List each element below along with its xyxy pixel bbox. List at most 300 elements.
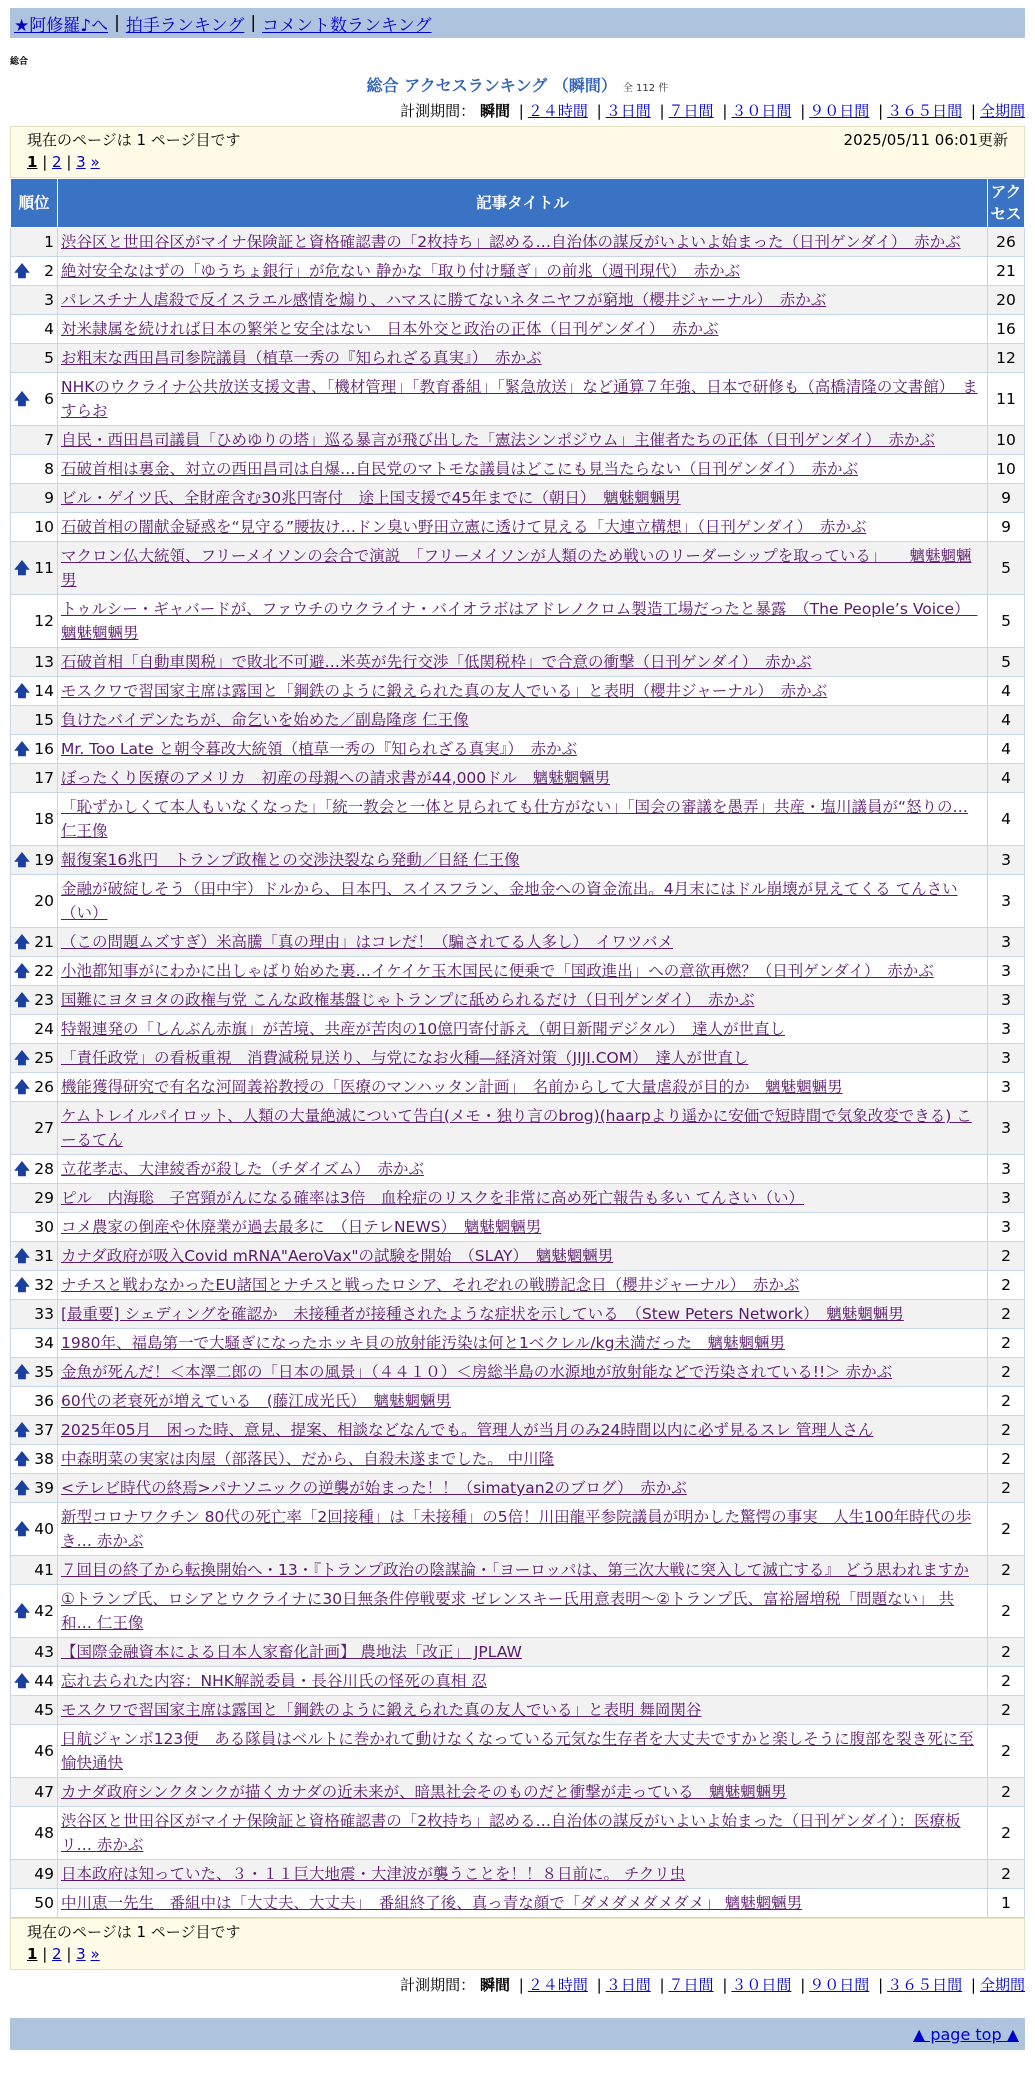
- table-row: [11, 1503, 1025, 1556]
- article-link[interactable]: 2025年05月 困った時、意見、提案、相談などなんでも。管理人が当月のみ24時間以内に必ず見るスレ 管理人さん: [61, 1421, 874, 1439]
- access-count: 9: [988, 484, 1025, 513]
- rank-number: 45: [34, 1701, 54, 1719]
- rank-number: 12: [34, 612, 54, 630]
- table-row: [11, 1889, 1025, 1918]
- table-row: [11, 595, 1025, 648]
- table-row: [11, 1696, 1025, 1725]
- article-link[interactable]: 国難にヨタヨタの政権与党 こんな政権基盤じゃトランプに舐められるだけ（日刊ゲンダイ） 赤かぶ: [61, 991, 755, 1009]
- table-row: [11, 484, 1025, 513]
- up-arrow-icon: 🡅: [14, 1479, 30, 1497]
- access-count: 5: [988, 648, 1025, 677]
- access-count: 2: [988, 1387, 1025, 1416]
- access-count: 4: [988, 735, 1025, 764]
- rank-number: 19: [34, 851, 54, 869]
- table-row: [11, 1184, 1025, 1213]
- article-link[interactable]: モスクワで習国家主席は露国と「鋼鉄のように鍛えられた真の友人でいる」と表明 舞岡関谷: [61, 1701, 702, 1719]
- table-row: [11, 1778, 1025, 1807]
- rank-cell: [11, 315, 58, 344]
- up-arrow-icon: 🡅: [14, 1421, 30, 1439]
- article-link[interactable]: カナダ政府シンクタンクが描くカナダの近未来が、暗黒社会そのものだと衝撃が走っている 魑魅魍魎男: [61, 1783, 787, 1801]
- page-3-link[interactable]: 3: [76, 1945, 86, 1963]
- title-cell: [58, 793, 988, 846]
- article-link[interactable]: [最重要] シェディングを確認か 未接種者が接種されたような症状を示している （Stew Peters Network） 魑魅魍魎男: [61, 1305, 904, 1323]
- article-link[interactable]: マクロン仏大統領、フリーメイソンの会合で演説 「フリーメイソンが人類のため戦いのリーダーシップを取っている」 魑魅魍魎男: [61, 547, 972, 589]
- period-label: 計測期間：: [400, 1976, 476, 1994]
- table-row: [11, 1416, 1025, 1445]
- access-count: 2: [988, 1474, 1025, 1503]
- access-count: 3: [988, 928, 1025, 957]
- title-cell: [58, 957, 988, 986]
- up-arrow-icon: 🡅: [14, 1450, 30, 1468]
- page-top-link[interactable]: ▲ page top ▲: [912, 2024, 1019, 2044]
- rank-number: 3: [44, 291, 54, 309]
- access-count: 2: [988, 1860, 1025, 1889]
- rank-cell: [11, 1242, 58, 1271]
- article-link[interactable]: ぼったくり医療のアメリカ 初産の母親への請求書が44,000ドル 魑魅魍魎男: [61, 769, 611, 787]
- up-arrow-icon: 🡅: [14, 1049, 30, 1067]
- up-arrow-icon: 🡅: [14, 1078, 30, 1096]
- rank-cell: [11, 875, 58, 928]
- table-row: [11, 1474, 1025, 1503]
- period-365d[interactable]: ３６５日間: [887, 102, 963, 120]
- title-cell: [58, 764, 988, 793]
- access-count: 3: [988, 846, 1025, 875]
- rank-cell: [11, 928, 58, 957]
- article-link[interactable]: カナダ政府が吸入Covid mRNA"AeroVax"の試験を開始 （SLAY） 魑魅魍魎男: [61, 1247, 614, 1265]
- rank-number: 50: [34, 1894, 54, 1912]
- rank-cell: [11, 764, 58, 793]
- article-link[interactable]: 金融が破綻しそう（田中宇）ドルから、日本円、スイスフラン、金地金への資金流出。4月末にはドル崩壊が見えてくる てんさい（い）: [61, 880, 958, 922]
- rank-cell: [11, 1860, 58, 1889]
- rank-cell: [11, 257, 58, 286]
- article-link[interactable]: 忘れ去られた内容：NHK解説委員・長谷川氏の怪死の真相 忍: [61, 1672, 487, 1690]
- up-arrow-icon: 🡅: [14, 1247, 30, 1265]
- rank-cell: [11, 426, 58, 455]
- table-row: [11, 1725, 1025, 1778]
- access-count: 12: [988, 344, 1025, 373]
- up-arrow-icon: 🡅: [14, 1160, 30, 1178]
- title-cell: [58, 1155, 988, 1184]
- footer-bar: [10, 2018, 1025, 2050]
- access-count: 4: [988, 764, 1025, 793]
- period-90d[interactable]: ９０日間: [809, 1976, 870, 1994]
- table-row: [11, 1556, 1025, 1585]
- access-count: 3: [988, 1155, 1025, 1184]
- rank-cell: [11, 1667, 58, 1696]
- title-cell: [58, 1387, 988, 1416]
- table-row: [11, 228, 1025, 257]
- title-cell: [58, 1073, 988, 1102]
- rank-cell: [11, 1696, 58, 1725]
- rank-cell: [11, 1102, 58, 1155]
- up-arrow-icon: 🡅: [14, 682, 30, 700]
- home-link[interactable]: ★阿修羅♪へ: [14, 15, 109, 36]
- table-row: [11, 706, 1025, 735]
- article-link[interactable]: お粗末な西田昌司参院議員（植草一秀の『知られざる真実』） 赤かぶ: [61, 349, 542, 367]
- title-cell: [58, 286, 988, 315]
- period-selector-bottom: 計測期間： 瞬間 | ２４時間 | ３日間 | ７日間 | ３０日間 | ９０日間 | ３６５日間 | 全期間: [400, 1976, 1025, 1994]
- title-cell: [58, 1638, 988, 1667]
- page-1-current: 1: [27, 1945, 38, 1963]
- title-cell: [58, 1889, 988, 1918]
- access-count: 2: [988, 1329, 1025, 1358]
- up-arrow-icon: 🡅: [14, 1363, 30, 1381]
- rank-cell: [11, 1638, 58, 1667]
- up-arrow-icon: 🡅: [14, 933, 30, 951]
- page-1-current: 1: [27, 153, 38, 171]
- rank-cell: [11, 1725, 58, 1778]
- period-3d[interactable]: ３日間: [605, 1976, 651, 1994]
- rank-number: 34: [34, 1334, 54, 1352]
- title-cell: [58, 595, 988, 648]
- title-cell: [58, 846, 988, 875]
- title-cell: [58, 257, 988, 286]
- article-link[interactable]: 立花孝志、大津綾香が殺した（チダイズム） 赤かぶ: [61, 1160, 425, 1178]
- title-cell: [58, 1044, 988, 1073]
- title-cell: [58, 455, 988, 484]
- table-row: [11, 1860, 1025, 1889]
- access-count: 2: [988, 1638, 1025, 1667]
- access-count: 3: [988, 1213, 1025, 1242]
- title-cell: [58, 1015, 988, 1044]
- title-cell: [58, 1778, 988, 1807]
- rank-number: 32: [34, 1276, 54, 1294]
- rank-number: 27: [34, 1119, 54, 1137]
- period-24h[interactable]: ２４時間: [527, 1976, 588, 1994]
- title-cell: [58, 1503, 988, 1556]
- rank-number: 48: [34, 1824, 54, 1842]
- article-link[interactable]: 新型コロナワクチン 80代の死亡率「2回接種」は「未接種」の5倍！川田龍平参院議員が明かした驚愕の事実 人生100年時代の歩き… 赤かぶ: [61, 1508, 972, 1550]
- ranking-table: [10, 178, 1025, 1918]
- table-row: [11, 1213, 1025, 1242]
- rank-number: 4: [44, 320, 54, 338]
- rank-cell: [11, 1416, 58, 1445]
- rank-cell: [11, 957, 58, 986]
- table-row: [11, 1807, 1025, 1860]
- article-link[interactable]: 石破首相は裏金、対立の西田昌司は自爆…自民党のマトモな議員はどこにも見当たらない（日刊ゲンダイ） 赤かぶ: [61, 460, 859, 478]
- table-row: [11, 846, 1025, 875]
- table-row: [11, 344, 1025, 373]
- title-cell: [58, 484, 988, 513]
- page-2-link[interactable]: 2: [52, 1945, 62, 1963]
- article-link[interactable]: NHKのウクライナ公共放送支援文書、「機材管理」「教育番組」「緊急放送」など通算７年強、日本で研修も（高橋清隆の文書館） ますらお: [61, 378, 978, 420]
- table-row: [11, 257, 1025, 286]
- article-link[interactable]: 対米隷属を続ければ日本の繁栄と安全はない 日本外交と政治の正体（日刊ゲンダイ） 赤かぶ: [61, 320, 719, 338]
- rank-cell: [11, 1271, 58, 1300]
- access-count: 3: [988, 875, 1025, 928]
- article-link[interactable]: 日本政府は知っていた、３・１１巨大地震・大津波が襲うことを！！８日前に。 チクリ虫: [61, 1865, 686, 1883]
- rank-cell: [11, 1474, 58, 1503]
- title-cell: [58, 648, 988, 677]
- clap-ranking-link[interactable]: 拍手ランキング: [125, 15, 245, 36]
- rank-cell: [11, 1329, 58, 1358]
- access-count: 2: [988, 1503, 1025, 1556]
- article-link[interactable]: 日航ジャンボ123便 ある隊員はベルトに巻かれて動けなくなっている元気な生存者を大丈夫ですかと楽しそうに腹部を裂き死に至 愉快通快: [61, 1730, 974, 1772]
- rank-cell: [11, 1184, 58, 1213]
- up-arrow-icon: 🡅: [14, 851, 30, 869]
- article-link[interactable]: 「責任政党」の看板重視 消費減税見送り、与党になお火種―経済対策（JIJI.COM） 達人が世直し: [61, 1049, 749, 1067]
- article-link[interactable]: 石破首相「自動車関税」で敗北不可避…米英が先行交渉「低関税枠」で合意の衝撃（日刊ゲンダイ） 赤かぶ: [61, 653, 812, 671]
- period-24h[interactable]: ２４時間: [527, 102, 588, 120]
- access-count: 11: [988, 373, 1025, 426]
- period-all[interactable]: 全期間: [979, 1976, 1025, 1994]
- access-count: 2: [988, 1445, 1025, 1474]
- title-cell: [58, 1416, 988, 1445]
- period-3d[interactable]: ３日間: [605, 102, 651, 120]
- article-link[interactable]: モスクワで習国家主席は露国と「鋼鉄のように鍛えられた真の友人でいる」と表明（櫻井ジャーナル） 赤かぶ: [61, 682, 828, 700]
- period-all[interactable]: 全期間: [979, 102, 1025, 120]
- rank-cell: [11, 1213, 58, 1242]
- rank-cell: [11, 1807, 58, 1860]
- access-count: 3: [988, 1102, 1025, 1155]
- title-cell: [58, 1242, 988, 1271]
- article-link[interactable]: パレスチナ人虐殺で反イスラエル感情を煽り、ハマスに勝てないネタニヤフが窮地（櫻井ジャーナル） 赤かぶ: [61, 291, 827, 309]
- access-count: 3: [988, 986, 1025, 1015]
- title-cell: [58, 513, 988, 542]
- next-page-link[interactable]: »: [90, 153, 100, 171]
- access-count: 3: [988, 1184, 1025, 1213]
- table-row: [11, 764, 1025, 793]
- period-30d[interactable]: ３０日間: [731, 102, 792, 120]
- article-link[interactable]: トゥルシー・ギャバードが、ファウチのウクライナ・バイオラボはアドレノクロム製造工場だったと暴露 （The People’s Voice） 魑魅魍魎男: [61, 600, 978, 642]
- rank-number: 37: [34, 1421, 54, 1439]
- rank-number: 44: [34, 1672, 54, 1690]
- period-90d[interactable]: ９０日間: [809, 102, 870, 120]
- article-link[interactable]: 報復案16兆円 トランプ政権との交渉決裂なら発動／日経 仁王像: [61, 851, 520, 869]
- rank-number: 23: [34, 991, 54, 1009]
- rank-number: 43: [34, 1643, 54, 1661]
- table-row: [11, 957, 1025, 986]
- table-row: [11, 1271, 1025, 1300]
- rank-number: 35: [34, 1363, 54, 1381]
- rank-number: 47: [34, 1783, 54, 1801]
- rank-cell: [11, 1503, 58, 1556]
- table-row: [11, 1585, 1025, 1638]
- rank-number: 16: [34, 740, 54, 758]
- title-cell: [58, 1300, 988, 1329]
- page-2-link[interactable]: 2: [52, 153, 62, 171]
- access-count: 2: [988, 1667, 1025, 1696]
- article-link[interactable]: 渋谷区と世田谷区がマイナ保険証と資格確認書の「2枚持ち」認める…自治体の謀反がいよいよ始まった（日刊ゲンダイ） 赤かぶ: [61, 233, 961, 251]
- title-cell: [58, 1474, 988, 1503]
- article-link[interactable]: 絶対安全なはずの「ゆうちょ銀行」が危ない 静かな「取り付け騒ぎ」の前兆（週刊現代） 赤かぶ: [61, 262, 741, 280]
- title-cell: [58, 1445, 988, 1474]
- title-cell: [58, 677, 988, 706]
- page-info-bottom: [10, 1918, 1025, 1970]
- article-link[interactable]: ７回目の終了から転換開始へ・13・『トランプ政治の陰謀論・「ヨーロッパは、第三次大戦に突入して滅亡する』 どう思われますか: [61, 1561, 969, 1579]
- table-row: [11, 1015, 1025, 1044]
- article-link[interactable]: ビル・ゲイツ氏、全財産含む30兆円寄付 途上国支援で45年までに（朝日） 魑魅魍魎男: [61, 489, 681, 507]
- rank-cell: [11, 1300, 58, 1329]
- article-link[interactable]: ケムトレイルパイロット、人類の大量絶滅について告白(メモ・独り言のbrog)(haarpより遥かに安価で短時間で気象改変できる) こーるてん: [61, 1107, 972, 1149]
- rank-cell: [11, 1778, 58, 1807]
- access-count: 3: [988, 1073, 1025, 1102]
- rank-cell: [11, 648, 58, 677]
- rank-number: 25: [34, 1049, 54, 1067]
- table-row: [11, 1102, 1025, 1155]
- title-cell: [58, 1667, 988, 1696]
- up-arrow-icon: 🡅: [14, 1672, 30, 1690]
- title-cell: [58, 1329, 988, 1358]
- table-row: [11, 513, 1025, 542]
- rank-cell: [11, 1556, 58, 1585]
- title-cell: [58, 1696, 988, 1725]
- comment-ranking-link[interactable]: コメント数ランキング: [262, 15, 432, 36]
- up-arrow-icon: 🡅: [14, 262, 30, 280]
- article-link[interactable]: ナチスと戦わなかったEU諸国とナチスと戦ったロシア、それぞれの戦勝記念日（櫻井ジャーナル） 赤かぶ: [61, 1276, 800, 1294]
- access-count: 4: [988, 706, 1025, 735]
- title-cell: [58, 1358, 988, 1387]
- access-count: 21: [988, 257, 1025, 286]
- rank-number: 49: [34, 1865, 54, 1883]
- access-count: 2: [988, 1725, 1025, 1778]
- access-count: 5: [988, 542, 1025, 595]
- rank-number: 21: [34, 933, 54, 951]
- rank-cell: [11, 1445, 58, 1474]
- access-count: 2: [988, 1778, 1025, 1807]
- title-cell: [58, 344, 988, 373]
- article-link[interactable]: 石破首相の闇献金疑惑を“見守る”腰抜け…ドン臭い野田立憲に透けて見える「大連立構想」（日刊ゲンダイ） 赤かぶ: [61, 518, 867, 536]
- table-row: [11, 1329, 1025, 1358]
- rank-number: 20: [34, 892, 54, 910]
- up-arrow-icon: 🡅: [14, 991, 30, 1009]
- period-30d[interactable]: ３０日間: [731, 1976, 792, 1994]
- access-count: 3: [988, 957, 1025, 986]
- top-nav-bar: [10, 8, 1025, 38]
- article-link[interactable]: 自民・西田昌司議員「ひめゆりの塔」巡る暴言が飛び出した「憲法シンポジウム」主催者たちの正体（日刊ゲンダイ） 赤かぶ: [61, 431, 935, 449]
- ranking-title: 総合 アクセスランキング （瞬間）: [366, 76, 617, 95]
- access-count: 2: [988, 1556, 1025, 1585]
- article-link[interactable]: コメ農家の倒産や休廃業が過去最多に （日テレNEWS） 魑魅魍魎男: [61, 1218, 542, 1236]
- rank-number: 36: [34, 1392, 54, 1410]
- table-row: [11, 542, 1025, 595]
- rank-number: 1: [44, 233, 54, 251]
- title-cell: [58, 542, 988, 595]
- rank-number: 13: [34, 653, 54, 671]
- article-link[interactable]: <テレビ時代の終焉>パナソニックの逆襲が始まった！！（simatyan2のブログ） 赤かぶ: [61, 1479, 687, 1497]
- period-current: 瞬間: [479, 102, 510, 120]
- access-count: 3: [988, 1015, 1025, 1044]
- page-3-link[interactable]: 3: [76, 153, 86, 171]
- rank-cell: [11, 1015, 58, 1044]
- article-link[interactable]: 渋谷区と世田谷区がマイナ保険証と資格確認書の「2枚持ち」認める…自治体の謀反がいよいよ始まった（日刊ゲンダイ）：医療板リ… 赤かぶ: [61, 1812, 961, 1854]
- up-arrow-icon: 🡅: [14, 1602, 30, 1620]
- rank-cell: [11, 542, 58, 595]
- rank-cell: [11, 1889, 58, 1918]
- table-row: [11, 455, 1025, 484]
- access-count: 16: [988, 315, 1025, 344]
- rank-number: 29: [34, 1189, 54, 1207]
- article-link[interactable]: 金魚が死んだ！＜本澤二郎の「日本の風景」（４４１０）＜房総半島の水源地が放射能などで汚染されている!!＞ 赤かぶ: [61, 1363, 893, 1381]
- up-arrow-icon: 🡅: [14, 962, 30, 980]
- table-row: [11, 1155, 1025, 1184]
- access-count: 3: [988, 1044, 1025, 1073]
- article-link[interactable]: 1980年、福島第一で大騒ぎになったホッキ貝の放射能汚染は何と1ベクレル/kg未満だった 魑魅魍魎男: [61, 1334, 785, 1352]
- pagination-bottom: 1 | 2 | 3 »: [27, 1945, 100, 1963]
- title-cell: [58, 1585, 988, 1638]
- title-cell: [58, 1213, 988, 1242]
- access-count: 2: [988, 1242, 1025, 1271]
- current-page-text: 現在のページは 1 ページ目です: [27, 131, 241, 149]
- access-count: 9: [988, 513, 1025, 542]
- nav-separator: |: [114, 13, 120, 33]
- access-count: 10: [988, 426, 1025, 455]
- article-link[interactable]: 中森明菜の実家は肉屋（部落民）、だから、自殺未遂までした。 中川隆: [61, 1450, 555, 1468]
- rank-number: 18: [34, 810, 54, 828]
- rank-number: 26: [34, 1078, 54, 1096]
- article-link[interactable]: Mr. Too Late と朝令暮改大統領（植草一秀の『知られざる真実』） 赤かぶ: [61, 740, 578, 758]
- article-link[interactable]: （この問題ムズすぎ）米高騰「真の理由」はコレだ！（騙されてる人多し） イワツバメ: [61, 933, 673, 951]
- table-row: [11, 648, 1025, 677]
- period-selector-top: 計測期間： 瞬間 | ２４時間 | ３日間 | ７日間 | ３０日間 | ９０日間 | ３６５日間 | 全期間: [400, 102, 1025, 120]
- rank-number: 42: [34, 1602, 54, 1620]
- access-count: 20: [988, 286, 1025, 315]
- access-count: 2: [988, 1807, 1025, 1860]
- article-link[interactable]: 機能獲得研究で有名な河岡義裕教授の「医療のマンハッタン計画」 名前からして大量虐殺が目的か 魑魅魍魎男: [61, 1078, 843, 1096]
- access-count: 2: [988, 1358, 1025, 1387]
- article-link[interactable]: ①トランプ氏、ロシアとウクライナに30日無条件停戦要求 ゼレンスキー氏用意表明〜②トランプ氏、富裕層増税「問題ない」 共和… 仁王像: [61, 1590, 955, 1632]
- title-cell: [58, 1184, 988, 1213]
- access-count: 2: [988, 1585, 1025, 1638]
- rank-cell: [11, 595, 58, 648]
- table-row: [11, 1445, 1025, 1474]
- rank-number: 8: [44, 460, 54, 478]
- title-cell: [58, 875, 988, 928]
- rank-number: 28: [34, 1160, 54, 1178]
- rank-number: 2: [44, 262, 54, 280]
- article-link[interactable]: 60代の老衰死が増えている (藤江成光氏） 魑魅魍魎男: [61, 1392, 452, 1410]
- rank-cell: [11, 455, 58, 484]
- article-link[interactable]: 負けたバイデンたちが、命乞いを始めた／副島隆彦 仁王像: [61, 711, 469, 729]
- table-row: [11, 1638, 1025, 1667]
- article-link[interactable]: 小池都知事がにわかに出しゃばり始めた裏…イケイケ玉木国民に便乗で「国政進出」への意欲再燃？（日刊ゲンダイ） 赤かぶ: [61, 962, 934, 980]
- pagination-top: 1 | 2 | 3 »: [27, 153, 100, 171]
- period-7d[interactable]: ７日間: [668, 1976, 714, 1994]
- article-link[interactable]: 中川恵一先生 番組中は「大丈夫、大丈夫」 番組終了後、真っ青な顔で「ダメダメダメダメ」 魑魅魍魎男: [61, 1894, 803, 1912]
- rank-cell: [11, 513, 58, 542]
- current-page-text: 現在のページは 1 ページ目です: [27, 1923, 241, 1941]
- table-row: [11, 373, 1025, 426]
- period-365d[interactable]: ３６５日間: [887, 1976, 963, 1994]
- table-row: [11, 315, 1025, 344]
- article-link[interactable]: 「恥ずかしくて本人もいなくなった」「統一教会と一体と見られても仕方がない」「国会の審議を愚弄」共産・塩川議員が“怒りの… 仁王像: [61, 798, 969, 840]
- access-count: 26: [988, 228, 1025, 257]
- section-label: 総合: [10, 57, 29, 67]
- article-link[interactable]: 【国際金融資本による日本人家畜化計画】 農地法「改正」 JPLAW: [61, 1643, 522, 1661]
- rank-cell: [11, 484, 58, 513]
- table-row: [11, 286, 1025, 315]
- up-arrow-icon: 🡅: [14, 740, 30, 758]
- up-arrow-icon: 🡅: [14, 390, 30, 408]
- rank-number: 33: [34, 1305, 54, 1323]
- next-page-link[interactable]: »: [90, 1945, 100, 1963]
- rank-cell: [11, 228, 58, 257]
- title-cell: [58, 1556, 988, 1585]
- table-row: [11, 1387, 1025, 1416]
- rank-number: 15: [34, 711, 54, 729]
- rank-cell: [11, 735, 58, 764]
- access-count: 5: [988, 595, 1025, 648]
- access-count: 2: [988, 1416, 1025, 1445]
- page-title: [0, 73, 1035, 96]
- article-link[interactable]: 特報連発の「しんぶん赤旗」が苦境、共産が苦肉の10億円寄付訴え（朝日新聞デジタル） 達人が世直し: [61, 1020, 786, 1038]
- rank-cell: [11, 706, 58, 735]
- article-link[interactable]: ピル 内海聡 子宮頸がんになる確率は3倍 血栓症のリスクを非常に高め死亡報告も多い てんさい（い）: [61, 1189, 804, 1207]
- rank-number: 9: [44, 489, 54, 507]
- rank-number: 10: [34, 518, 54, 536]
- title-cell: [58, 1807, 988, 1860]
- period-7d[interactable]: ７日間: [668, 102, 714, 120]
